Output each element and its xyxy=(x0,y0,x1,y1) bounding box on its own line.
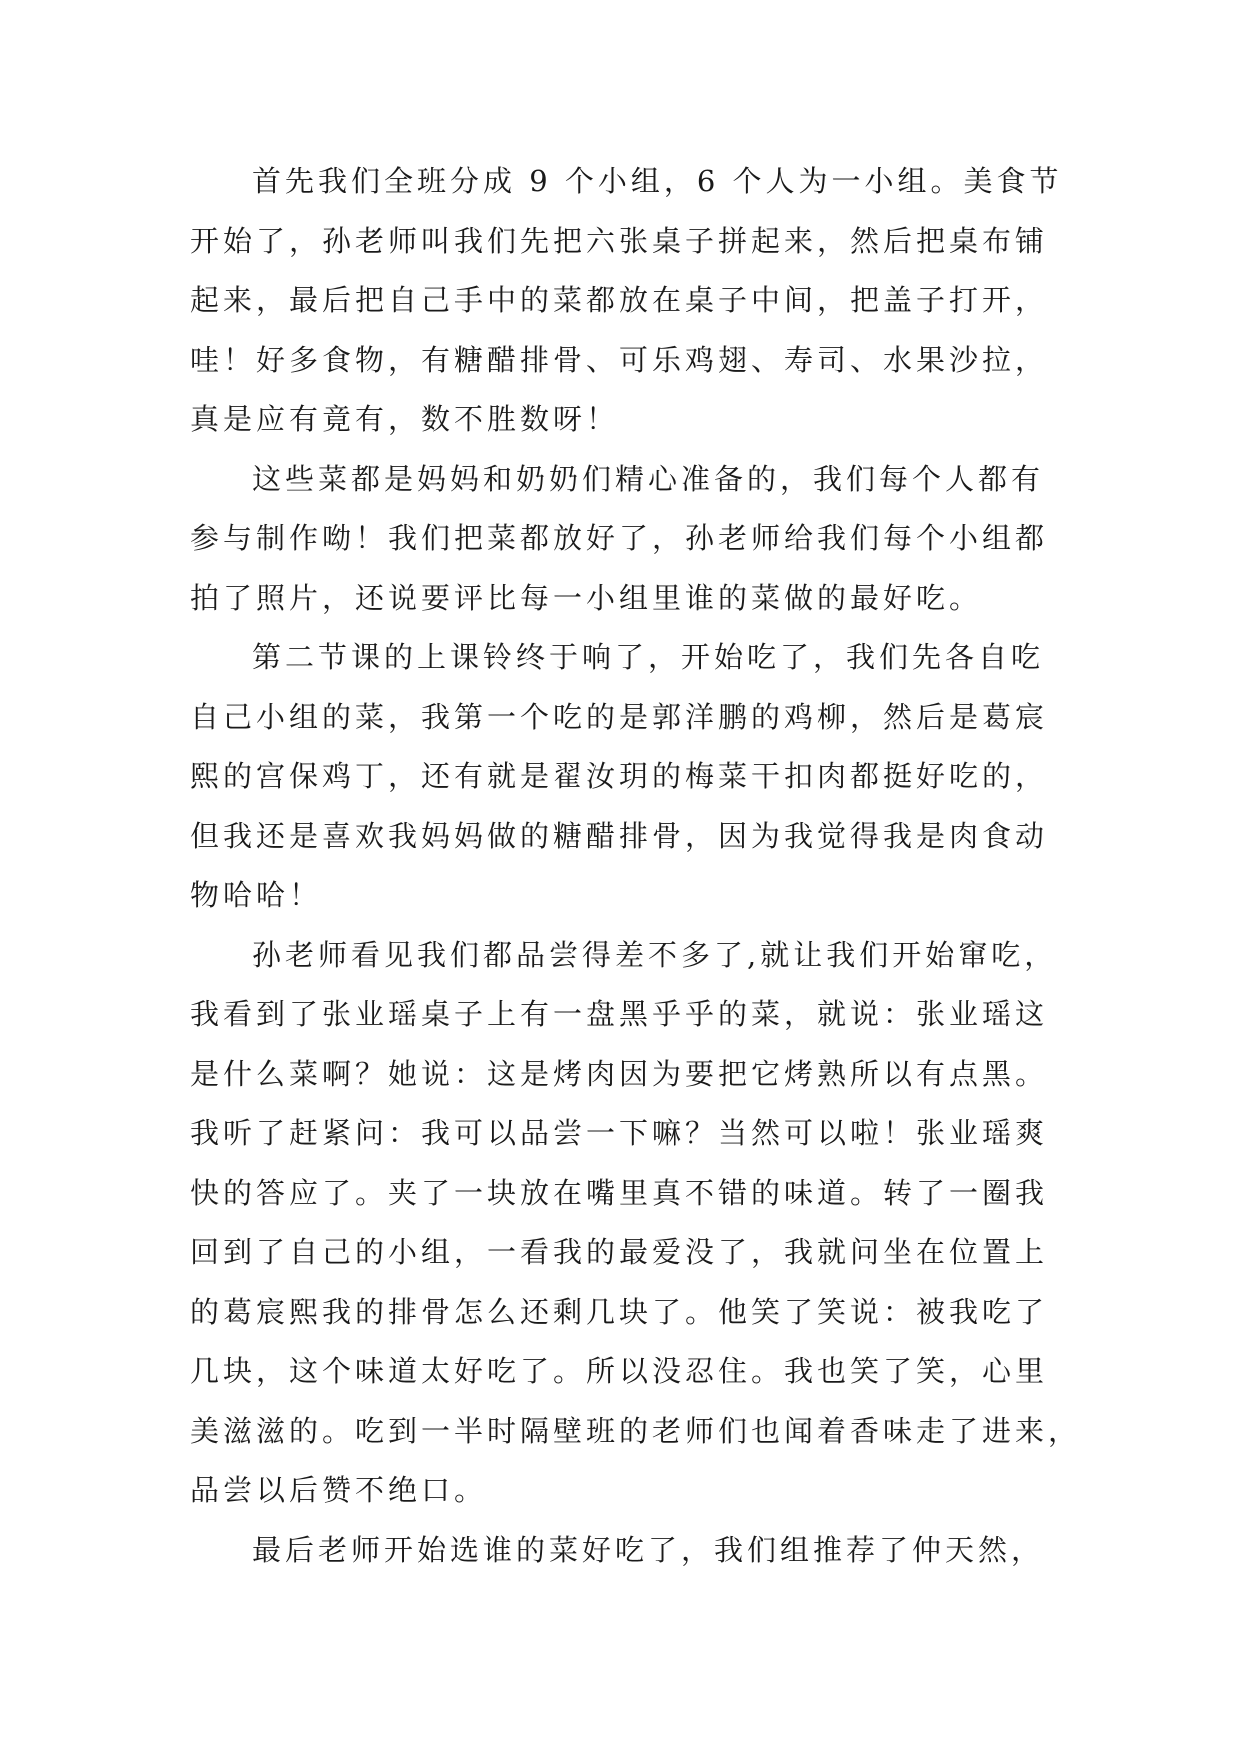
paragraph-3-line-2: 自己小组的菜，我第一个吃的是郭洋鹏的鸡柳，然后是葛宸 xyxy=(190,699,1049,734)
paragraph-3-line-3: 熙的宫保鸡丁，还有就是翟汝玥的梅菜干扣肉都挺好吃的， xyxy=(190,759,1049,793)
paragraph-4-line-8: 几块，这个味道太好吃了。所以没忍住。我也笑了笑，心里 xyxy=(190,1354,1049,1388)
paragraph-3-line-5: 物哈哈！ xyxy=(190,878,323,912)
paragraph-1-line-1: 首先我们全班分成 9 个小组，6 个人为一小组。美食节 xyxy=(252,164,1063,198)
paragraph-2-line-2: 参与制作呦！我们把菜都放好了，孙老师给我们每个小组都 xyxy=(190,521,1049,555)
paragraph-1-line-2: 开始了，孙老师叫我们先把六张桌子拼起来，然后把桌布铺 xyxy=(190,223,1049,258)
paragraph-2-line-1: 这些菜都是妈妈和奶奶们精心准备的，我们每个人都有 xyxy=(252,461,1045,496)
paragraph-4-line-5: 快的答应了。夹了一块放在嘴里真不错的味道。转了一圈我 xyxy=(190,1175,1049,1210)
paragraph-4-line-10: 品尝以后赞不绝口。 xyxy=(190,1473,488,1507)
paragraph-3-line-4: 但我还是喜欢我妈妈做的糖醋排骨，因为我觉得我是肉食动 xyxy=(190,818,1049,853)
paragraph-4-line-2: 我看到了张业瑶桌子上有一盘黑乎乎的菜，就说：张业瑶这 xyxy=(190,997,1049,1031)
paragraph-1-line-3: 起来，最后把自己手中的菜都放在桌子中间，把盖子打开， xyxy=(190,283,1049,317)
paragraph-5-line-1: 最后老师开始选谁的菜好吃了，我们组推荐了仲天然， xyxy=(252,1532,1045,1567)
paragraph-4-line-7: 的葛宸熙我的排骨怎么还剩几块了。他笑了笑说：被我吃了 xyxy=(190,1294,1049,1329)
paragraph-2-line-3: 拍了照片，还说要评比每一小组里谁的菜做的最好吃。 xyxy=(190,580,983,615)
paragraph-1-line-5: 真是应有竟有，数不胜数呀！ xyxy=(190,402,620,436)
paragraph-4-line-4: 我听了赶紧问：我可以品尝一下嘛？当然可以啦！张业瑶爽 xyxy=(190,1116,1049,1150)
paragraph-4-line-9: 美滋滋的。吃到一半时隔壁班的老师们也闻着香味走了进来， xyxy=(190,1413,1082,1448)
paragraph-4-line-3: 是什么菜啊？她说：这是烤肉因为要把它烤熟所以有点黑。 xyxy=(190,1056,1049,1091)
document-page xyxy=(190,152,1082,1580)
paragraph-3-line-1: 第二节课的上课铃终于响了，开始吃了，我们先各自吃 xyxy=(252,640,1045,674)
paragraph-4-line-6: 回到了自己的小组，一看我的最爱没了，我就问坐在位置上 xyxy=(190,1235,1049,1269)
paragraph-1-line-4: 哇！好多食物，有糖醋排骨、可乐鸡翅、寿司、水果沙拉， xyxy=(190,342,1049,377)
paragraph-4-line-1: 孙老师看见我们都品尝得差不多了,就让我们开始窜吃， xyxy=(252,937,1058,972)
